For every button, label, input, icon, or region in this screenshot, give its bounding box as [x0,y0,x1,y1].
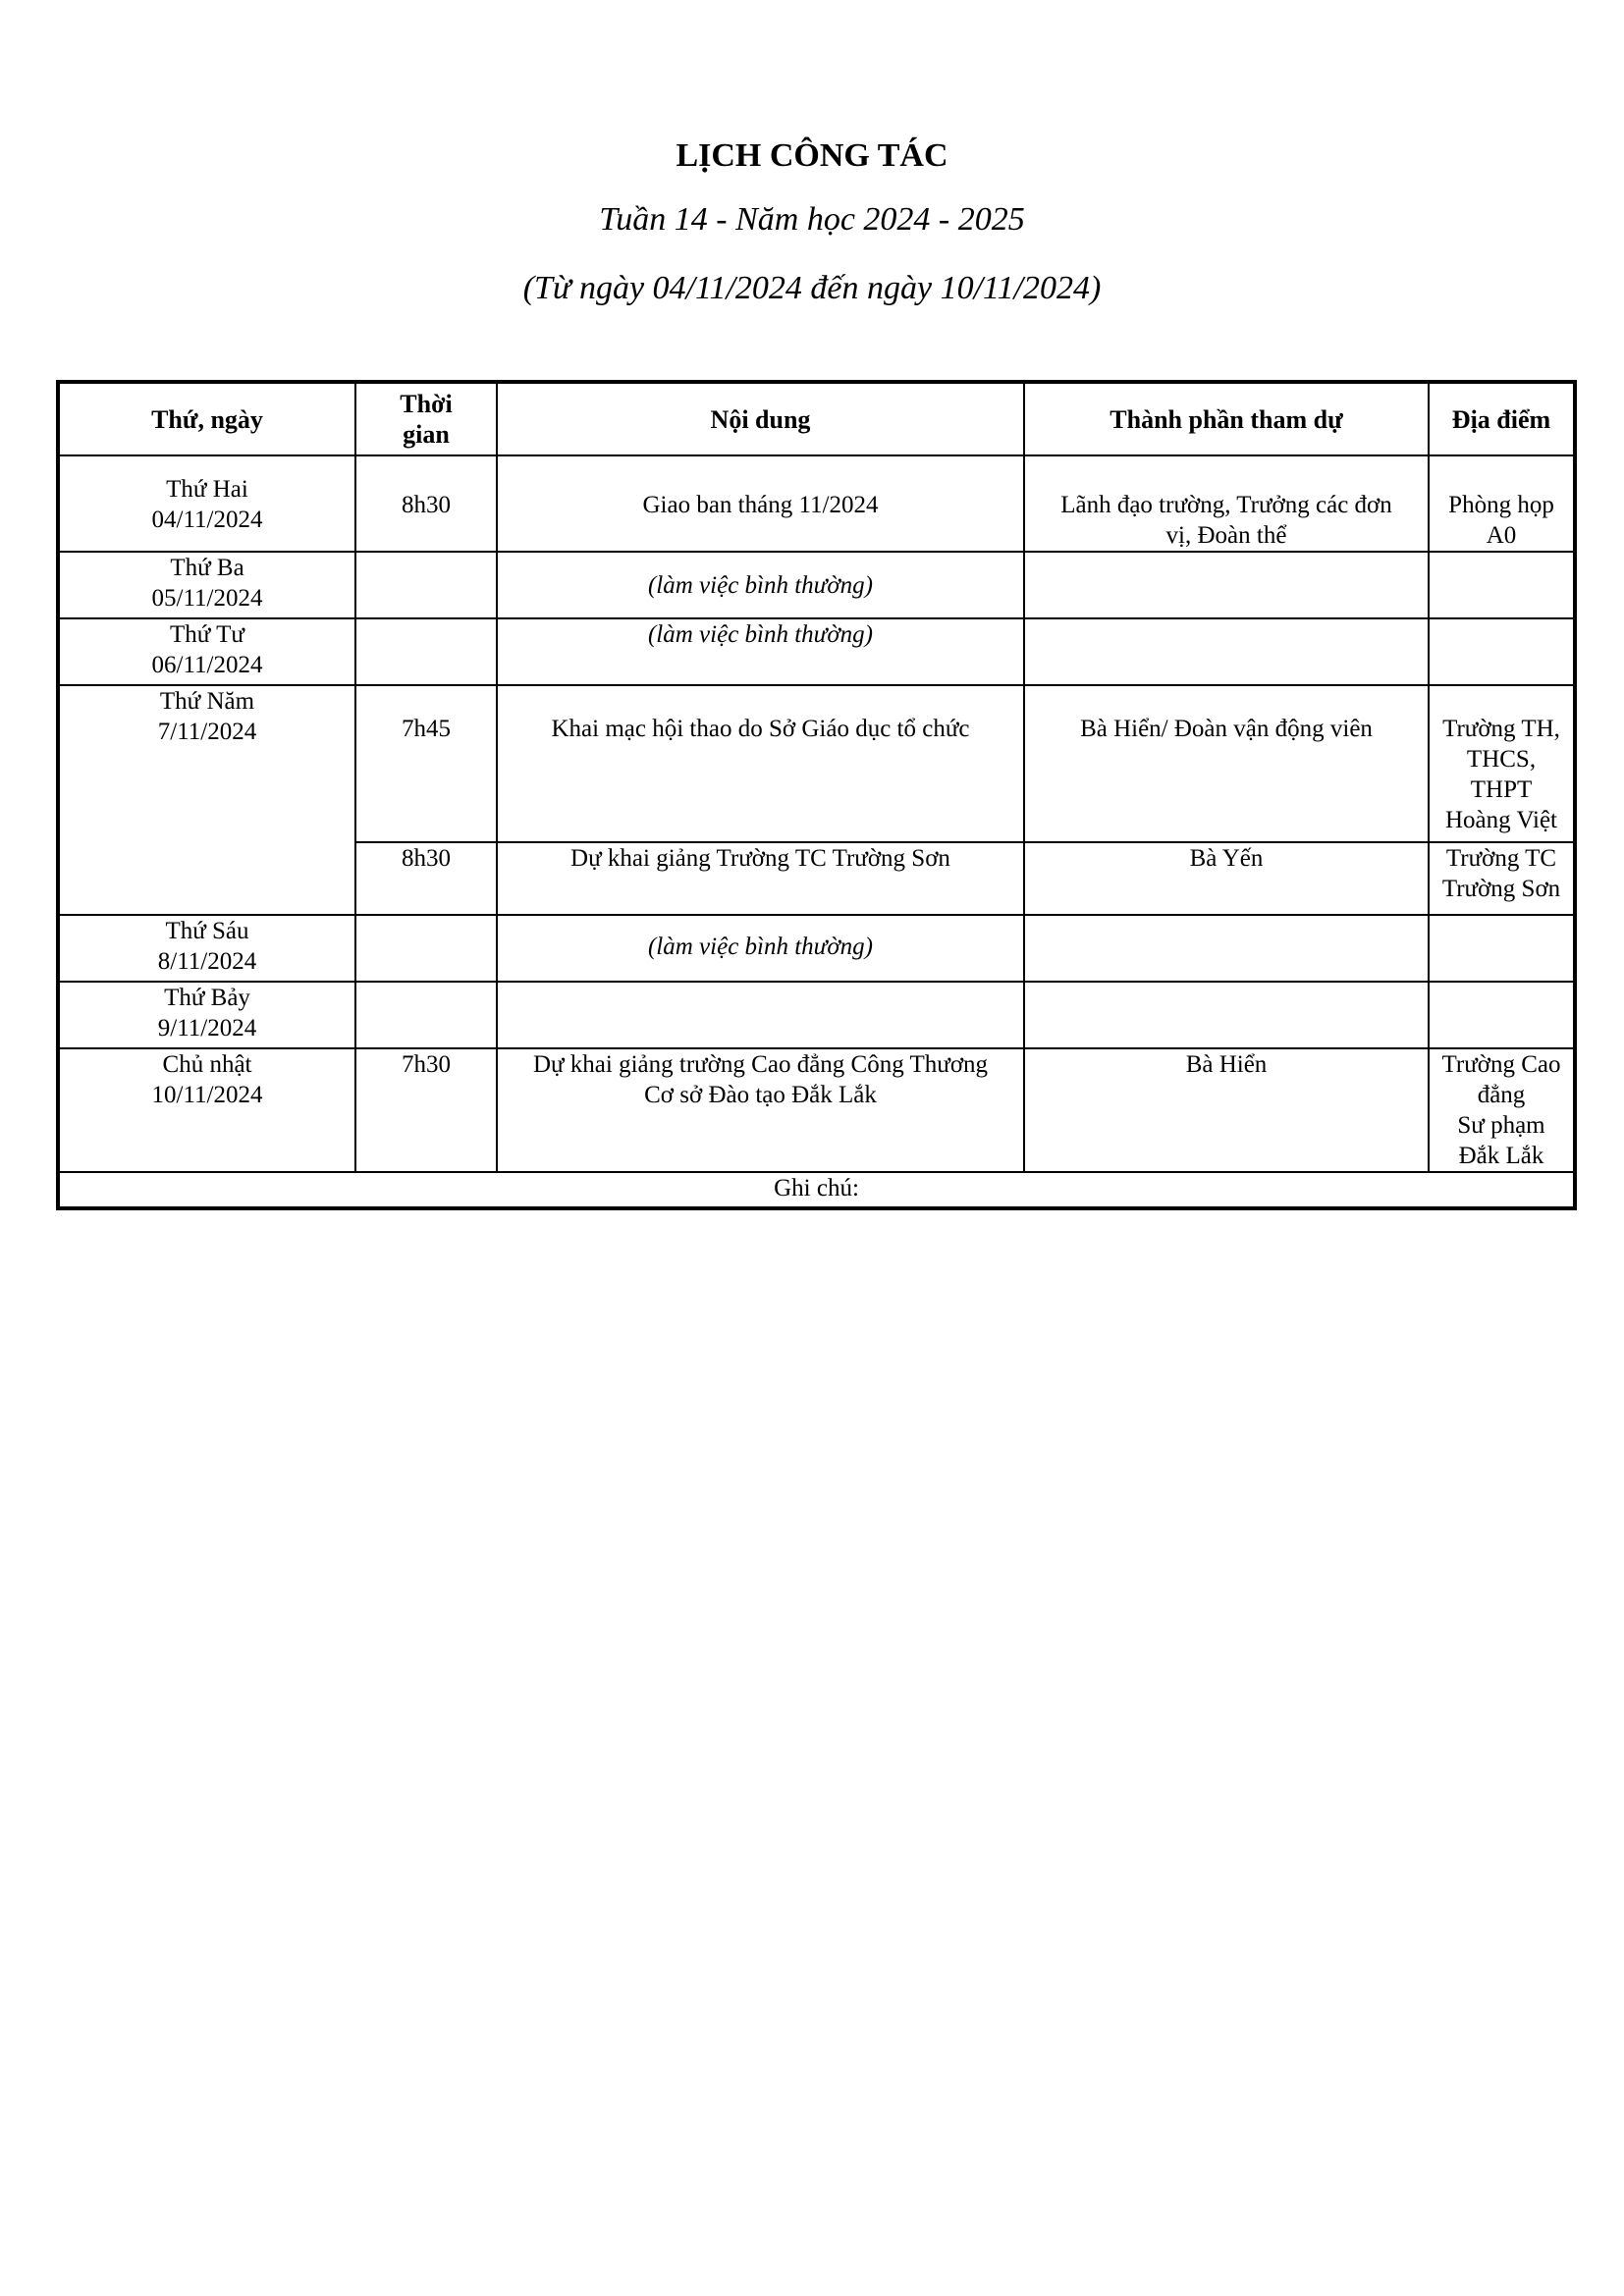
day-name: Thứ Năm [159,688,255,715]
location-line: Sư phạm Đắk Lắk [1457,1112,1545,1169]
day-name: Chủ nhật [162,1051,252,1078]
content-cell: Khai mạc hội thao do Sở Giáo dục tổ chức [497,685,1024,842]
date-range: (Từ ngày 04/11/2024 đến ngày 10/11/2024) [522,270,1102,306]
week-subtitle: Tuần 14 - Năm học 2024 - 2025 [599,201,1025,238]
location-line: Trường TH, [1442,716,1560,742]
content-line: Dự khai giảng trường Cao đẳng Công Thương [532,1051,989,1078]
day-cell [58,552,355,618]
content-cell [497,1048,1024,1172]
header-row [58,382,1575,455]
day-cell [58,618,355,685]
time-cell: 7h45 [355,685,497,842]
day-name: Thứ Hai [166,476,248,503]
col-header-time-line2: gian [403,420,450,449]
day-name: Thứ Bảy [164,985,250,1011]
time-cell: 7h30 [355,1048,497,1172]
participants-cell: Bà Hiển [1024,1048,1429,1172]
time-cell: 8h30 [355,842,497,915]
day-date: 04/11/2024 [151,507,263,533]
location-line: Hoàng Việt [1445,807,1557,833]
participants-cell [1024,982,1429,1048]
day-date: 05/11/2024 [151,585,263,612]
table-row [58,915,1575,982]
table-row [58,552,1575,618]
col-header-location: Địa điểm [1429,382,1575,455]
location-cell [1429,685,1575,842]
day-name: Thứ Tư [170,621,244,648]
time-cell [355,552,497,618]
day-cell [58,982,355,1048]
content-line: Cơ sở Đào tạo Đắk Lắk [644,1082,877,1108]
location-line: Trường TC [1445,845,1557,872]
content-cell [497,982,1024,1048]
location-line: THCS, THPT [1466,746,1537,803]
day-cell [58,455,355,552]
location-cell [1429,982,1575,1048]
location-cell [1429,618,1575,685]
location-cell [1429,1048,1575,1172]
table-row [58,618,1575,685]
day-cell [58,915,355,982]
participants-cell: Bà Hiển/ Đoàn vận động viên [1024,685,1429,842]
day-date: 7/11/2024 [157,719,257,745]
day-name: Thứ Ba [170,555,244,581]
time-cell [355,915,497,982]
participants-cell [1024,552,1429,618]
content-cell: (làm việc bình thường) [497,552,1024,618]
col-header-content: Nội dung [497,382,1024,455]
day-date: 8/11/2024 [157,948,257,975]
day-cell [58,685,355,915]
content-cell: Dự khai giảng Trường TC Trường Sơn [497,842,1024,915]
participants-cell: Bà Yến [1024,842,1429,915]
table-row [58,455,1575,552]
location-line: Trường Cao đẳng [1441,1051,1561,1108]
participants-cell [1024,618,1429,685]
time-cell [355,618,497,685]
table-row [58,982,1575,1048]
note-label: Ghi chú: [58,1172,1575,1208]
day-name: Thứ Sáu [165,918,249,944]
col-header-participants: Thành phần tham dự [1024,382,1429,455]
participants-cell [1024,915,1429,982]
content-cell: Giao ban tháng 11/2024 [497,455,1024,552]
schedule-table [56,380,1577,1210]
table-row [58,1048,1575,1172]
page-title: LỊCH CÔNG TÁC [676,137,948,174]
col-header-time-line1: Thời [400,390,453,418]
table-row [58,685,1575,842]
participants-line: Lãnh đạo trường, Trưởng các đơn [1060,492,1392,518]
participants-cell [1024,455,1429,552]
participants-line: vị, Đoàn thể [1165,522,1287,549]
time-cell [355,982,497,1048]
location-line: Trường Sơn [1441,876,1561,902]
location-cell [1429,915,1575,982]
location-cell: Phòng họp A0 [1429,455,1575,552]
day-date: 06/11/2024 [151,652,263,678]
col-header-time [355,382,497,455]
day-cell [58,1048,355,1172]
day-date: 10/11/2024 [151,1082,263,1108]
note-row [58,1172,1575,1208]
col-header-day: Thứ, ngày [58,382,355,455]
time-cell: 8h30 [355,455,497,552]
location-cell [1429,552,1575,618]
location-cell [1429,842,1575,915]
content-cell: (làm việc bình thường) [497,618,1024,685]
content-cell: (làm việc bình thường) [497,915,1024,982]
day-date: 9/11/2024 [157,1015,257,1041]
